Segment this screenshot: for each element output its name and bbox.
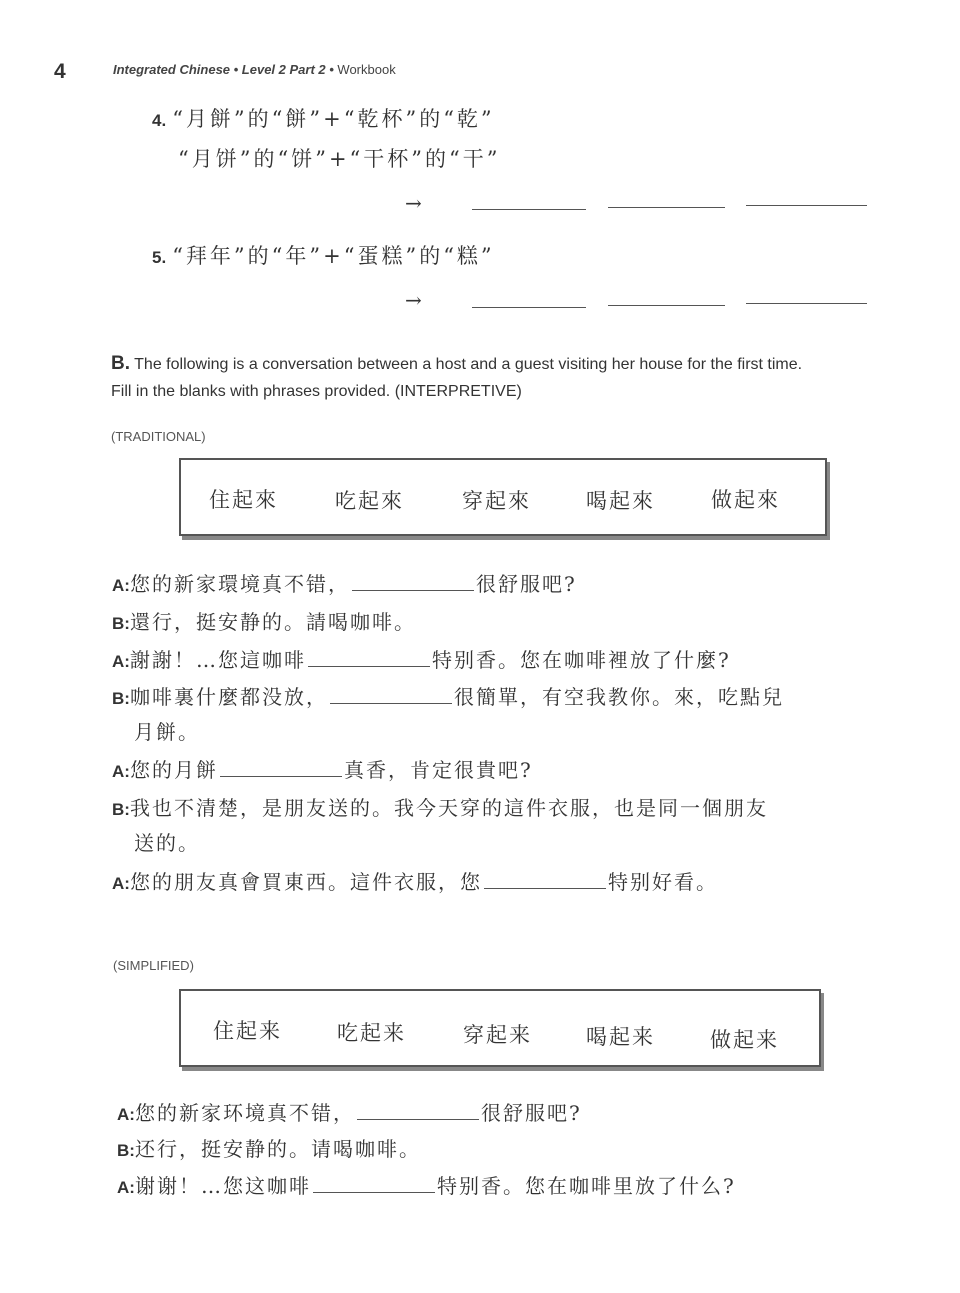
answer-blank[interactable] — [472, 307, 586, 308]
phrase: 做起来 — [710, 1028, 779, 1052]
phrase: 吃起來 — [335, 489, 404, 513]
dialogue-text: 您的新家环境真不错， — [134, 1101, 355, 1125]
dialogue-text: 还行，挺安静的。请喝咖啡。 — [134, 1137, 421, 1161]
fill-blank[interactable] — [308, 648, 430, 667]
speaker-label: A: — [117, 1105, 135, 1124]
exercise-5 — [152, 240, 495, 270]
dialogue-continuation: 送的。 — [134, 831, 200, 855]
instruction-line-1: The following is a conversation between a host and a guest visiting her house for the first time. — [130, 356, 803, 373]
phrase-bank-traditional — [179, 458, 827, 536]
speaker-label: B: — [112, 689, 130, 708]
phrase: 住起来 — [213, 1019, 282, 1043]
phrase: 住起來 — [209, 488, 278, 512]
running-header — [113, 62, 396, 77]
speaker-label: A: — [117, 1178, 135, 1197]
dialogue-text: 谢谢！…您这咖啡 — [134, 1174, 311, 1198]
simplified-label: (SIMPLIFIED) — [113, 958, 194, 973]
phrase: 喝起来 — [586, 1025, 655, 1049]
traditional-label: (TRADITIONAL) — [111, 429, 206, 444]
answer-blank[interactable] — [608, 305, 725, 306]
dialogue-text: 很舒服吧? — [480, 1101, 582, 1125]
phrase: 穿起来 — [463, 1023, 532, 1047]
dialogue-text: 特别香。您在咖啡裡放了什麼? — [431, 648, 731, 672]
dialogue-text: 您的新家環境真不错， — [129, 572, 350, 596]
speaker-label: A: — [112, 762, 130, 781]
fill-blank[interactable] — [357, 1101, 479, 1120]
dialogue-continuation: 月餅。 — [134, 720, 200, 744]
book-subtitle: Workbook — [333, 62, 396, 77]
fill-blank[interactable] — [352, 572, 474, 591]
dialogue-text: 謝謝！…您這咖啡 — [129, 648, 306, 672]
dialogue-text: 您的朋友真會買東西。這件衣服，您 — [129, 870, 482, 894]
fill-blank[interactable] — [220, 758, 342, 777]
exercise-5-text: “拜年”的“年”+“蛋糕”的“糕” — [172, 244, 495, 268]
answer-blank[interactable] — [746, 303, 867, 304]
exercise-number: 4. — [152, 111, 167, 130]
fill-blank[interactable] — [484, 870, 606, 889]
book-title: Integrated Chinese • Level 2 Part 2 • — [113, 62, 334, 77]
speaker-label: B: — [112, 614, 130, 633]
speaker-label: A: — [112, 576, 130, 595]
dialogue-text: 您的月餅 — [129, 758, 218, 782]
exercise-4-traditional — [152, 103, 495, 133]
fill-blank[interactable] — [313, 1174, 435, 1193]
dialogue-line — [117, 1097, 582, 1126]
arrow-icon: → — [405, 191, 422, 215]
exercise-number: 5. — [152, 248, 167, 267]
answer-blank[interactable] — [608, 207, 725, 208]
phrase: 穿起來 — [462, 489, 531, 513]
dialogue-text: 特别好看。 — [607, 870, 718, 894]
dialogue-text: 很舒服吧? — [475, 572, 577, 596]
instruction-line-2: Fill in the blanks with phrases provided. (INTERPRETIVE) — [111, 383, 522, 400]
page-number: 4 — [54, 60, 66, 83]
answer-blank[interactable] — [746, 205, 867, 206]
speaker-label: A: — [112, 652, 130, 671]
exercise-4-simplified: “月饼”的“饼”+“干杯”的“干” — [178, 147, 501, 171]
dialogue-line — [112, 681, 784, 710]
exercise-4-traditional-text: “月餅”的“餅”+“乾杯”的“乾” — [172, 107, 495, 131]
dialogue-text: 我也不清楚，是朋友送的。我今天穿的這件衣服，也是同一個朋友 — [129, 796, 768, 820]
dialogue-line — [112, 792, 768, 821]
speaker-label: B: — [112, 800, 130, 819]
dialogue-text: 還行，挺安静的。請喝咖啡。 — [129, 610, 416, 634]
speaker-label: B: — [117, 1141, 135, 1160]
section-label: B. — [111, 353, 130, 374]
answer-blank[interactable] — [472, 209, 586, 210]
dialogue-text: 真香，肯定很貴吧? — [343, 758, 533, 782]
phrase: 吃起来 — [337, 1021, 406, 1045]
dialogue-text: 咖啡裏什麼都没放， — [129, 685, 328, 709]
arrow-icon: → — [405, 288, 422, 312]
dialogue-line — [112, 606, 416, 635]
dialogue-line — [112, 866, 718, 895]
dialogue-line — [117, 1133, 421, 1162]
dialogue-text: 很簡單，有空我教你。來，吃點兒 — [453, 685, 784, 709]
section-b-instructions — [111, 350, 871, 405]
phrase-bank-simplified — [179, 989, 821, 1067]
phrase: 做起來 — [711, 488, 780, 512]
dialogue-line — [112, 644, 731, 673]
phrase: 喝起來 — [586, 489, 655, 513]
dialogue-line — [112, 568, 577, 597]
fill-blank[interactable] — [330, 685, 452, 704]
dialogue-text: 特别香。您在咖啡里放了什么? — [436, 1174, 736, 1198]
dialogue-line — [112, 754, 533, 783]
speaker-label: A: — [112, 874, 130, 893]
dialogue-line — [117, 1170, 736, 1199]
